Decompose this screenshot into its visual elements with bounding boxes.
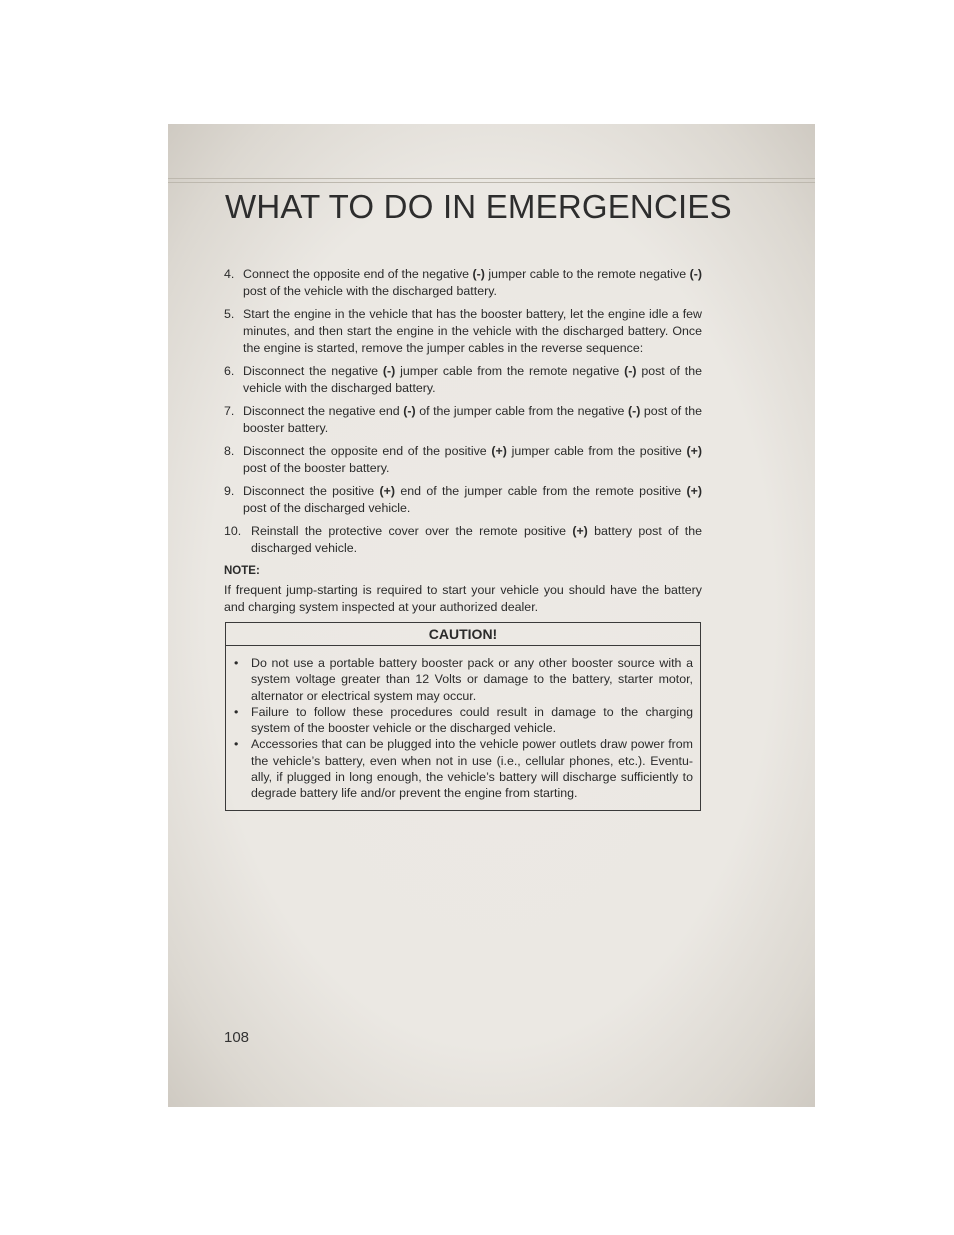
list-item (224, 443, 702, 477)
page-number: 108 (224, 1029, 250, 1046)
step-text: Start the engine in the vehicle that has the booster battery, let the engine idle a few minutes, and then start the engine in the vehicle with the discharged battery. Once the engine is started, remove the jumper cables in the reverse sequence: (243, 306, 702, 356)
header-rule-top (168, 178, 815, 179)
step-text: Disconnect the opposite end of the positive (243, 443, 492, 458)
polarity-symbol: (-) (472, 267, 485, 281)
steps-list (224, 266, 702, 557)
step-text: jumper cable from the remote negative (395, 364, 625, 379)
step-number: 6. (224, 364, 235, 379)
polarity-symbol: (-) (382, 364, 396, 379)
bullet-icon: • (234, 656, 239, 670)
polarity-symbol: (-) (403, 403, 416, 418)
polarity-symbol: (+) (686, 443, 702, 458)
caution-box (225, 622, 701, 811)
step-text: end of the jumper cable from the remote positive (395, 483, 687, 498)
step-text: post of the booster battery. (243, 461, 390, 476)
step-number: 10. (224, 523, 242, 538)
list-item (233, 704, 693, 737)
step-text: jumper cable from the positive (506, 443, 687, 458)
step-text: post of the booster battery. (243, 403, 702, 436)
step-text: post of the vehicle with the discharged battery. (243, 364, 702, 396)
note-label: NOTE: (224, 564, 260, 577)
caution-heading: CAUTION! (226, 623, 700, 646)
step-text: Disconnect the negative (243, 364, 383, 379)
polarity-symbol: (+) (572, 523, 588, 538)
step-text: of the jumper cable from the negative (415, 403, 628, 418)
step-text: post of the vehicle with the discharged battery. (243, 284, 497, 299)
note-text: If frequent jump-starting is required to start your vehicle you should have the battery and charging system inspected at your authorized dealer. (224, 582, 702, 614)
polarity-symbol: (+) (686, 483, 703, 498)
step-number: 9. (224, 483, 235, 498)
step-number: 4. (224, 267, 235, 281)
step-number: 7. (224, 403, 235, 418)
list-item (224, 403, 702, 437)
step-text: jumper cable to the remote negative (484, 267, 690, 281)
step-text: Connect the opposite end of the negative (243, 267, 473, 281)
list-item (224, 483, 702, 517)
step-text: post of the discharged vehicle. (243, 500, 411, 515)
bullet-icon: • (234, 704, 239, 719)
list-item (233, 655, 693, 704)
header-rule-bottom (168, 182, 815, 183)
step-text: Reinstall the protective cover over the remote positive (251, 523, 573, 538)
list-item (224, 523, 702, 557)
polarity-symbol: (+) (491, 443, 507, 458)
caution-item-text: Do not use a portable battery booster pack or any other booster source with a system voltage greater than 12 Volts or damage to the battery, starter motor, alternator or electrical system may occur. (251, 656, 693, 703)
list-item (224, 266, 702, 300)
list-item (233, 736, 693, 801)
polarity-symbol: (-) (624, 364, 637, 379)
caution-item-text: Accessories that can be plugged into the vehicle power outlets draw power from the vehicle’s battery, even when not in use (i.e., cellular phones, etc.). Eventu-ally, if plugged in long enough, the vehicle’s battery will discharge sufficiently to degrade battery life and/or prevent the engine from starting. (251, 737, 693, 801)
step-number: 5. (224, 306, 235, 321)
procedure-steps (224, 266, 702, 616)
caution-item-text: Failure to follow these procedures could result in damage to the charging system of the booster vehicle or the discharged vehicle. (251, 704, 693, 736)
bullet-icon: • (234, 737, 239, 752)
list-item (224, 363, 702, 397)
polarity-symbol: (-) (627, 403, 641, 418)
page-title: WHAT TO DO IN EMERGENCIES (225, 188, 732, 225)
caution-list (226, 646, 700, 810)
step-text: Disconnect the negative end (243, 403, 404, 418)
polarity-symbol: (-) (689, 267, 702, 281)
list-item (224, 306, 702, 358)
polarity-symbol: (+) (379, 483, 395, 498)
manual-page (168, 124, 815, 1107)
step-text: battery post of the discharged vehicle. (251, 523, 702, 555)
step-number: 8. (224, 443, 235, 458)
step-text: Disconnect the positive (243, 483, 380, 498)
